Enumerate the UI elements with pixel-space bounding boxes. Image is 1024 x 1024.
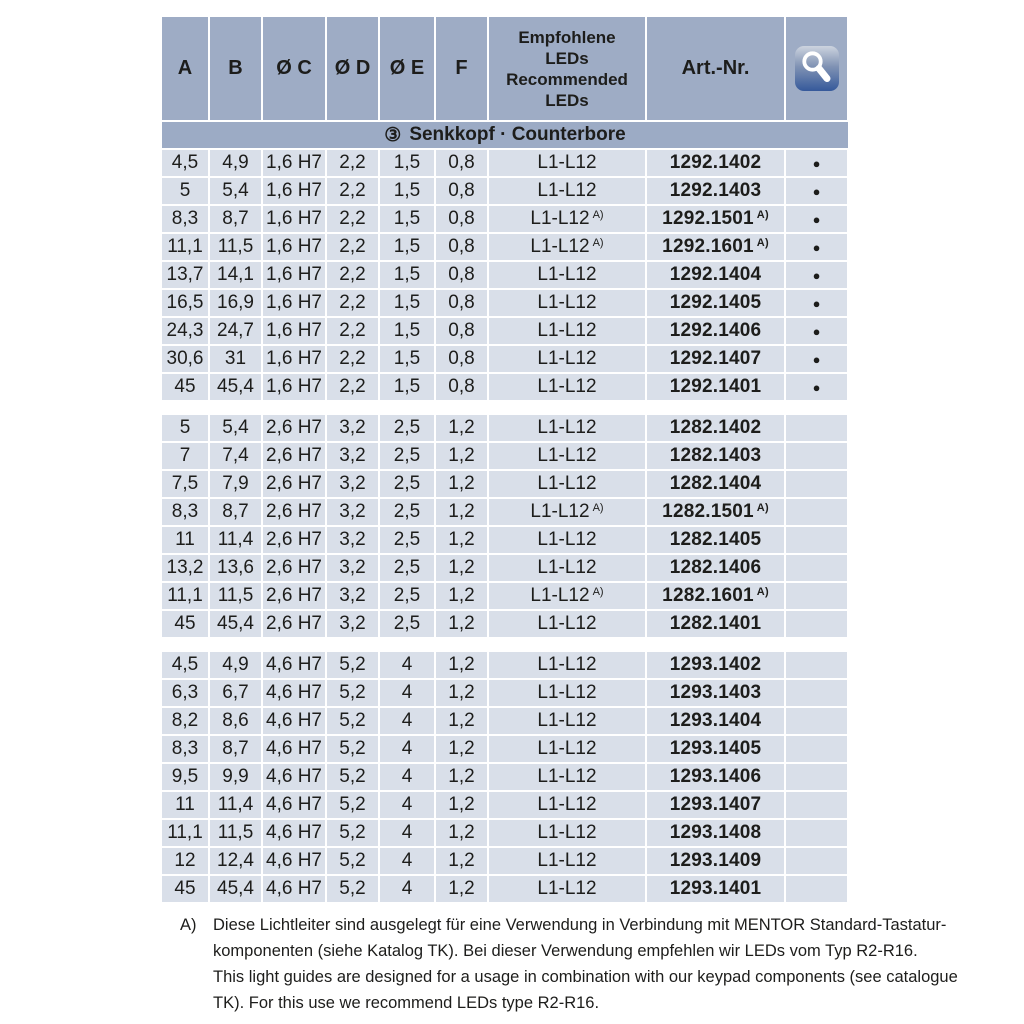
cell-f: 1,2 <box>436 736 487 762</box>
cell-c: 1,6 H7 <box>263 318 325 344</box>
cell-d: 5,2 <box>327 792 378 818</box>
cell-b: 7,9 <box>210 471 261 497</box>
cell-c: 4,6 H7 <box>263 708 325 734</box>
cell-f: 1,2 <box>436 820 487 846</box>
cell-a: 11,1 <box>162 234 208 260</box>
cell-a: 45 <box>162 876 208 902</box>
cell-d: 3,2 <box>327 471 378 497</box>
cell-c: 4,6 H7 <box>263 848 325 874</box>
cell-c: 4,6 H7 <box>263 652 325 678</box>
availability-dot-cell <box>786 262 847 288</box>
artnr-cell: 1282.1405 <box>647 527 784 553</box>
cell-c: 2,6 H7 <box>263 583 325 609</box>
header-row <box>162 17 848 120</box>
cell-c: 1,6 H7 <box>263 346 325 372</box>
artnr-cell: 1292.1404 <box>647 262 784 288</box>
leds-cell: L1-L12 <box>489 415 645 441</box>
cell-c: 4,6 H7 <box>263 736 325 762</box>
leds-cell: L1-L12 <box>489 443 645 469</box>
cell-a: 11,1 <box>162 820 208 846</box>
cell-f: 1,2 <box>436 611 487 637</box>
cell-d: 3,2 <box>327 555 378 581</box>
cell-e: 2,5 <box>380 611 434 637</box>
leds-cell: L1-L12 <box>489 290 645 316</box>
leds-cell: L1-L12 <box>489 346 645 372</box>
artnr-cell: 1292.1407 <box>647 346 784 372</box>
cell-f: 1,2 <box>436 764 487 790</box>
cell-d: 5,2 <box>327 680 378 706</box>
cell-d: 3,2 <box>327 611 378 637</box>
cell-e: 2,5 <box>380 499 434 525</box>
leds-cell: L1-L12 <box>489 178 645 204</box>
availability-dot: ● <box>812 323 821 339</box>
leds-cell: L1-L12 <box>489 652 645 678</box>
footnote-line: komponenten (siehe Katalog TK). Bei dieser Verwendung empfehlen wir LEDs vom Typ R2-R16. <box>213 942 918 960</box>
cell-f: 0,8 <box>436 178 487 204</box>
cell-e: 4 <box>380 820 434 846</box>
cell-b: 11,5 <box>210 234 261 260</box>
cell-e: 4 <box>380 652 434 678</box>
cell-c: 2,6 H7 <box>263 611 325 637</box>
availability-dot-cell <box>786 234 847 260</box>
cell-f: 1,2 <box>436 848 487 874</box>
cell-f: 1,2 <box>436 583 487 609</box>
leds-cell: L1-L12 <box>489 736 645 762</box>
cell-b: 8,7 <box>210 206 261 232</box>
cell-d: 2,2 <box>327 234 378 260</box>
cell-b: 13,6 <box>210 555 261 581</box>
cell-d: 2,2 <box>327 346 378 372</box>
cell-d: 2,2 <box>327 150 378 176</box>
availability-dot-cell <box>786 583 847 609</box>
cell-e: 2,5 <box>380 583 434 609</box>
cell-d: 5,2 <box>327 848 378 874</box>
cell-c: 4,6 H7 <box>263 876 325 902</box>
artnr-cell: 1282.1406 <box>647 555 784 581</box>
cell-d: 3,2 <box>327 415 378 441</box>
cell-e: 4 <box>380 680 434 706</box>
availability-dot: ● <box>812 379 821 395</box>
cell-d: 2,2 <box>327 262 378 288</box>
cell-b: 8,7 <box>210 499 261 525</box>
leds-cell: L1-L12 $^{A)}$ <box>489 583 645 609</box>
leds-cell: L1-L12 <box>489 876 645 902</box>
availability-dot: ● <box>812 351 821 367</box>
availability-dot-cell <box>786 611 847 637</box>
cell-a: 4,5 <box>162 150 208 176</box>
cell-f: 1,2 <box>436 499 487 525</box>
cell-e: 1,5 <box>380 346 434 372</box>
cell-b: 31 <box>210 346 261 372</box>
availability-dot-cell <box>786 680 847 706</box>
cell-f: 0,8 <box>436 374 487 400</box>
cell-c: 2,6 H7 <box>263 555 325 581</box>
table-group-1292 <box>162 150 848 400</box>
artnr-cell: 1292.1501 $^{A)}$ <box>647 206 784 232</box>
cell-b: 16,9 <box>210 290 261 316</box>
cell-b: 8,7 <box>210 736 261 762</box>
availability-dot: ● <box>812 295 821 311</box>
cell-b: 11,4 <box>210 527 261 553</box>
cell-f: 1,2 <box>436 471 487 497</box>
artnr-cell: 1292.1401 <box>647 374 784 400</box>
footnote-line: This light guides are designed for a usage in combination with our keypad components (see catalogue <box>213 968 958 986</box>
column-header-diameter-c: Ø C <box>263 17 325 120</box>
leds-cell: L1-L12 <box>489 680 645 706</box>
cell-b: 5,4 <box>210 415 261 441</box>
column-header-a: A <box>162 17 208 120</box>
magnifier-icon[interactable] <box>794 45 840 92</box>
cell-f: 0,8 <box>436 318 487 344</box>
cell-c: 1,6 H7 <box>263 262 325 288</box>
cell-a: 6,3 <box>162 680 208 706</box>
cell-e: 1,5 <box>380 150 434 176</box>
artnr-cell: 1282.1402 <box>647 415 784 441</box>
cell-e: 1,5 <box>380 206 434 232</box>
cell-d: 3,2 <box>327 583 378 609</box>
cell-f: 1,2 <box>436 527 487 553</box>
availability-dot-cell <box>786 206 847 232</box>
cell-b: 8,6 <box>210 708 261 734</box>
artnr-cell: 1293.1404 <box>647 708 784 734</box>
cell-a: 16,5 <box>162 290 208 316</box>
footnote-line: TK). For this use we recommend LEDs type R2-R16. <box>213 994 600 1012</box>
section-number-icon: ③ <box>384 124 402 146</box>
cell-f: 0,8 <box>436 206 487 232</box>
cell-b: 11,5 <box>210 583 261 609</box>
cell-a: 8,3 <box>162 499 208 525</box>
artnr-cell: 1292.1403 <box>647 178 784 204</box>
leds-cell: L1-L12 $^{A)}$ <box>489 499 645 525</box>
cell-c: 2,6 H7 <box>263 527 325 553</box>
artnr-cell: 1292.1405 <box>647 290 784 316</box>
availability-dot-cell <box>786 178 847 204</box>
footnote-line: Diese Lichtleiter sind ausgelegt für eine Verwendung in Verbindung mit MENTOR Standard-Tastatur- <box>213 916 947 934</box>
artnr-cell: 1282.1404 <box>647 471 784 497</box>
cell-c: 2,6 H7 <box>263 415 325 441</box>
availability-dot-cell <box>786 443 847 469</box>
table-group-1282 <box>162 415 848 637</box>
leds-cell: L1-L12 <box>489 848 645 874</box>
availability-dot-cell <box>786 290 847 316</box>
availability-dot-cell <box>786 374 847 400</box>
cell-b: 11,5 <box>210 820 261 846</box>
cell-c: 1,6 H7 <box>263 206 325 232</box>
artnr-cell: 1293.1403 <box>647 680 784 706</box>
availability-dot-cell <box>786 471 847 497</box>
cell-a: 8,3 <box>162 736 208 762</box>
cell-e: 4 <box>380 764 434 790</box>
cell-d: 5,2 <box>327 764 378 790</box>
cell-a: 8,2 <box>162 708 208 734</box>
artnr-cell: 1282.1501 $^{A)}$ <box>647 499 784 525</box>
cell-f: 0,8 <box>436 262 487 288</box>
cell-b: 11,4 <box>210 792 261 818</box>
artnr-cell: 1292.1406 <box>647 318 784 344</box>
cell-a: 11 <box>162 527 208 553</box>
availability-dot-cell <box>786 346 847 372</box>
artnr-cell: 1293.1406 <box>647 764 784 790</box>
cell-f: 0,8 <box>436 290 487 316</box>
cell-d: 5,2 <box>327 708 378 734</box>
cell-a: 30,6 <box>162 346 208 372</box>
cell-a: 5 <box>162 415 208 441</box>
artnr-cell: 1282.1601 $^{A)}$ <box>647 583 784 609</box>
cell-c: 4,6 H7 <box>263 764 325 790</box>
cell-d: 2,2 <box>327 206 378 232</box>
leds-cell: L1-L12 <box>489 374 645 400</box>
cell-d: 2,2 <box>327 178 378 204</box>
cell-f: 0,8 <box>436 234 487 260</box>
cell-a: 13,7 <box>162 262 208 288</box>
cell-d: 3,2 <box>327 499 378 525</box>
cell-c: 2,6 H7 <box>263 499 325 525</box>
footnote-text <box>213 912 958 1016</box>
cell-d: 5,2 <box>327 652 378 678</box>
cell-a: 8,3 <box>162 206 208 232</box>
cell-e: 4 <box>380 736 434 762</box>
cell-e: 1,5 <box>380 262 434 288</box>
availability-dot-cell <box>786 527 847 553</box>
leds-cell: L1-L12 <box>489 527 645 553</box>
cell-c: 4,6 H7 <box>263 680 325 706</box>
cell-d: 3,2 <box>327 527 378 553</box>
cell-a: 5 <box>162 178 208 204</box>
artnr-cell: 1282.1403 <box>647 443 784 469</box>
cell-c: 1,6 H7 <box>263 178 325 204</box>
availability-dot: ● <box>812 183 821 199</box>
artnr-cell: 1292.1402 <box>647 150 784 176</box>
cell-a: 45 <box>162 374 208 400</box>
availability-dot: ● <box>812 155 821 171</box>
leds-cell: L1-L12 <box>489 471 645 497</box>
artnr-cell: 1293.1401 <box>647 876 784 902</box>
cell-c: 1,6 H7 <box>263 150 325 176</box>
cell-f: 0,8 <box>436 150 487 176</box>
artnr-cell: 1293.1409 <box>647 848 784 874</box>
cell-c: 2,6 H7 <box>263 471 325 497</box>
leds-cell: L1-L12 <box>489 611 645 637</box>
cell-d: 2,2 <box>327 318 378 344</box>
section-title: Senkkopf · Counterbore <box>409 124 626 145</box>
cell-f: 1,2 <box>436 415 487 441</box>
cell-c: 1,6 H7 <box>263 234 325 260</box>
section-header <box>162 122 848 148</box>
cell-f: 1,2 <box>436 792 487 818</box>
cell-b: 24,7 <box>210 318 261 344</box>
cell-f: 0,8 <box>436 346 487 372</box>
cell-b: 12,4 <box>210 848 261 874</box>
cell-e: 2,5 <box>380 471 434 497</box>
column-header-artnr: Art.-Nr. <box>647 17 784 120</box>
cell-e: 2,5 <box>380 555 434 581</box>
cell-c: 2,6 H7 <box>263 443 325 469</box>
cell-b: 5,4 <box>210 178 261 204</box>
cell-f: 1,2 <box>436 680 487 706</box>
column-header-f: F <box>436 17 487 120</box>
column-header-diameter-e: Ø E <box>380 17 434 120</box>
artnr-cell: 1292.1601 $^{A)}$ <box>647 234 784 260</box>
column-header-leds: Empfohlene LEDs Recommended LEDs <box>489 17 645 120</box>
leds-cell: L1-L12 <box>489 792 645 818</box>
cell-f: 1,2 <box>436 652 487 678</box>
cell-d: 5,2 <box>327 820 378 846</box>
availability-dot-cell <box>786 499 847 525</box>
cell-b: 4,9 <box>210 150 261 176</box>
cell-b: 7,4 <box>210 443 261 469</box>
column-header-b: B <box>210 17 261 120</box>
cell-e: 1,5 <box>380 290 434 316</box>
cell-f: 1,2 <box>436 876 487 902</box>
leds-cell: L1-L12 <box>489 708 645 734</box>
leds-cell: L1-L12 <box>489 262 645 288</box>
cell-a: 24,3 <box>162 318 208 344</box>
availability-dot: ● <box>812 211 821 227</box>
table-group-1293 <box>162 652 848 902</box>
cell-c: 1,6 H7 <box>263 374 325 400</box>
cell-d: 2,2 <box>327 290 378 316</box>
availability-dot-cell <box>786 150 847 176</box>
artnr-cell: 1282.1401 <box>647 611 784 637</box>
artnr-cell: 1293.1405 <box>647 736 784 762</box>
availability-dot-cell <box>786 555 847 581</box>
availability-dot-cell <box>786 848 847 874</box>
cell-e: 2,5 <box>380 443 434 469</box>
leds-cell: L1-L12 <box>489 150 645 176</box>
cell-a: 11 <box>162 792 208 818</box>
availability-dot-cell <box>786 876 847 902</box>
spec-table <box>162 17 848 902</box>
cell-e: 2,5 <box>380 415 434 441</box>
cell-a: 11,1 <box>162 583 208 609</box>
cell-d: 5,2 <box>327 736 378 762</box>
cell-f: 1,2 <box>436 443 487 469</box>
leds-cell: L1-L12 <box>489 820 645 846</box>
cell-b: 45,4 <box>210 374 261 400</box>
cell-a: 13,2 <box>162 555 208 581</box>
leds-cell: L1-L12 <box>489 318 645 344</box>
cell-f: 1,2 <box>436 555 487 581</box>
cell-b: 6,7 <box>210 680 261 706</box>
availability-dot-cell <box>786 820 847 846</box>
cell-d: 5,2 <box>327 876 378 902</box>
cell-e: 4 <box>380 792 434 818</box>
availability-dot-cell <box>786 415 847 441</box>
cell-a: 45 <box>162 611 208 637</box>
cell-f: 1,2 <box>436 708 487 734</box>
cell-e: 4 <box>380 848 434 874</box>
column-header-zoom <box>786 17 847 120</box>
availability-dot: ● <box>812 267 821 283</box>
footnote <box>180 912 958 1016</box>
cell-e: 1,5 <box>380 178 434 204</box>
availability-dot-cell <box>786 792 847 818</box>
cell-a: 7,5 <box>162 471 208 497</box>
availability-dot-cell <box>786 736 847 762</box>
availability-dot-cell <box>786 708 847 734</box>
cell-a: 7 <box>162 443 208 469</box>
cell-e: 4 <box>380 708 434 734</box>
leds-cell: L1-L12 <box>489 764 645 790</box>
leds-cell: L1-L12 <box>489 555 645 581</box>
availability-dot-cell <box>786 318 847 344</box>
cell-b: 45,4 <box>210 611 261 637</box>
leds-cell: L1-L12 $^{A)}$ <box>489 234 645 260</box>
cell-a: 4,5 <box>162 652 208 678</box>
cell-d: 2,2 <box>327 374 378 400</box>
cell-d: 3,2 <box>327 443 378 469</box>
cell-a: 9,5 <box>162 764 208 790</box>
column-header-diameter-d: Ø D <box>327 17 378 120</box>
artnr-cell: 1293.1407 <box>647 792 784 818</box>
footnote-marker: A) <box>180 916 197 934</box>
cell-b: 45,4 <box>210 876 261 902</box>
cell-e: 1,5 <box>380 234 434 260</box>
cell-c: 1,6 H7 <box>263 290 325 316</box>
artnr-cell: 1293.1408 <box>647 820 784 846</box>
cell-c: 4,6 H7 <box>263 820 325 846</box>
cell-e: 2,5 <box>380 527 434 553</box>
artnr-cell: 1293.1402 <box>647 652 784 678</box>
availability-dot-cell <box>786 764 847 790</box>
cell-b: 4,9 <box>210 652 261 678</box>
cell-c: 4,6 H7 <box>263 792 325 818</box>
cell-b: 9,9 <box>210 764 261 790</box>
cell-e: 1,5 <box>380 374 434 400</box>
cell-e: 1,5 <box>380 318 434 344</box>
availability-dot: ● <box>812 239 821 255</box>
cell-e: 4 <box>380 876 434 902</box>
availability-dot-cell <box>786 652 847 678</box>
cell-b: 14,1 <box>210 262 261 288</box>
leds-cell: L1-L12 $^{A)}$ <box>489 206 645 232</box>
cell-a: 12 <box>162 848 208 874</box>
